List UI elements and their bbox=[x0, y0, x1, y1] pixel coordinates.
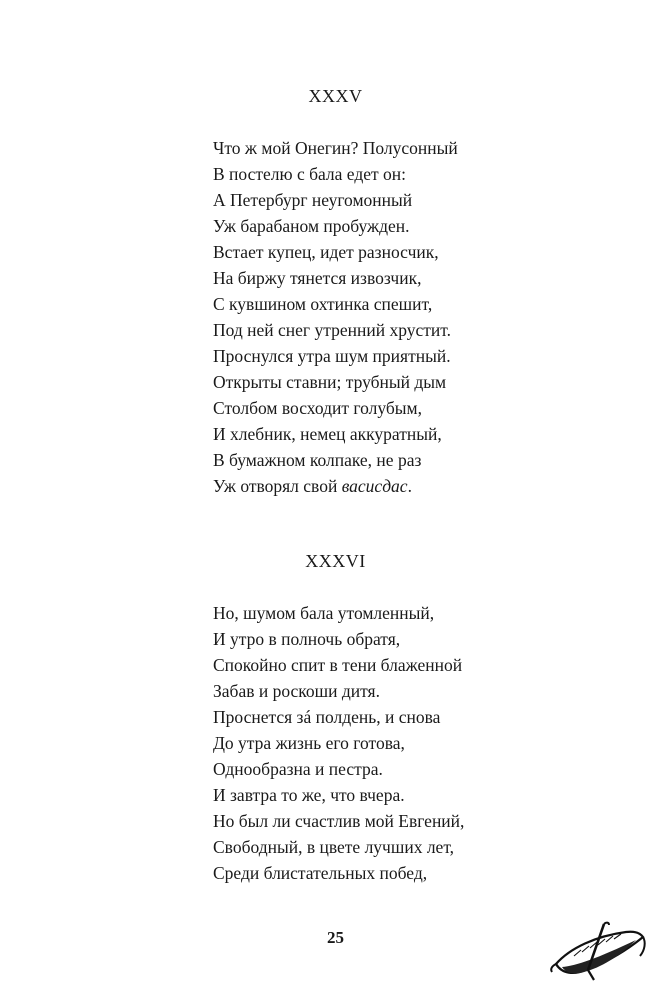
verse-line: В постелю с бала едет он: bbox=[213, 164, 407, 184]
stanza-title: XXXVI bbox=[305, 551, 366, 571]
verse-line: Среди блистательных побед, bbox=[213, 863, 428, 883]
verse-line: Забав и роскоши дитя. bbox=[213, 681, 380, 701]
verse-line: Что ж мой Онегин? Полусонный bbox=[213, 138, 458, 158]
verse-line: На биржу тянется извозчик, bbox=[213, 268, 422, 288]
verse-line: Под ней снег утренний хрустит. bbox=[213, 320, 451, 340]
verse-line: Проснется зá полдень, и снова bbox=[213, 707, 441, 727]
stanza-xxxvi bbox=[213, 600, 613, 886]
verse-line: Встает купец, идет разносчик, bbox=[213, 242, 439, 262]
verse-line: Однообразна и пестра. bbox=[213, 759, 383, 779]
verse-line: И хлебник, немец аккуратный, bbox=[213, 424, 442, 444]
verse-line: Свободный, в цвете лучших лет, bbox=[213, 837, 455, 857]
verse-line: Уж барабаном пробужден. bbox=[213, 216, 410, 236]
verse-text: Уж отворял свой bbox=[213, 476, 342, 496]
verse-line-last bbox=[213, 473, 613, 499]
verse-line: И завтра то же, что вчера. bbox=[213, 785, 405, 805]
verse-line: С кувшином охтинка спешит, bbox=[213, 294, 433, 314]
verse-line: И утро в полночь обратя, bbox=[213, 629, 401, 649]
verse-line: Но был ли счастлив мой Евгений, bbox=[213, 811, 465, 831]
quill-ornament-icon bbox=[548, 920, 648, 982]
verse-line: Но, шумом бала утомленный, bbox=[213, 603, 435, 623]
verse-line: В бумажном колпаке, не раз bbox=[213, 450, 422, 470]
verse-punctuation: . bbox=[407, 476, 412, 496]
verse-line: А Петербург неугомонный bbox=[213, 190, 413, 210]
stanza-xxxv bbox=[213, 135, 613, 499]
stanza-title: XXXV bbox=[308, 86, 363, 106]
verse-line: Проснулся утра шум приятный. bbox=[213, 346, 451, 366]
verse-line: Открыты ставни; трубный дым bbox=[213, 372, 447, 392]
verse-line: Спокойно спит в тени блаженной bbox=[213, 655, 463, 675]
italic-word: васисдас bbox=[341, 476, 408, 496]
verse-line: Столбом восходит голубым, bbox=[213, 398, 422, 418]
page-number: 25 bbox=[327, 928, 344, 947]
verse-line: До утра жизнь его готова, bbox=[213, 733, 405, 753]
